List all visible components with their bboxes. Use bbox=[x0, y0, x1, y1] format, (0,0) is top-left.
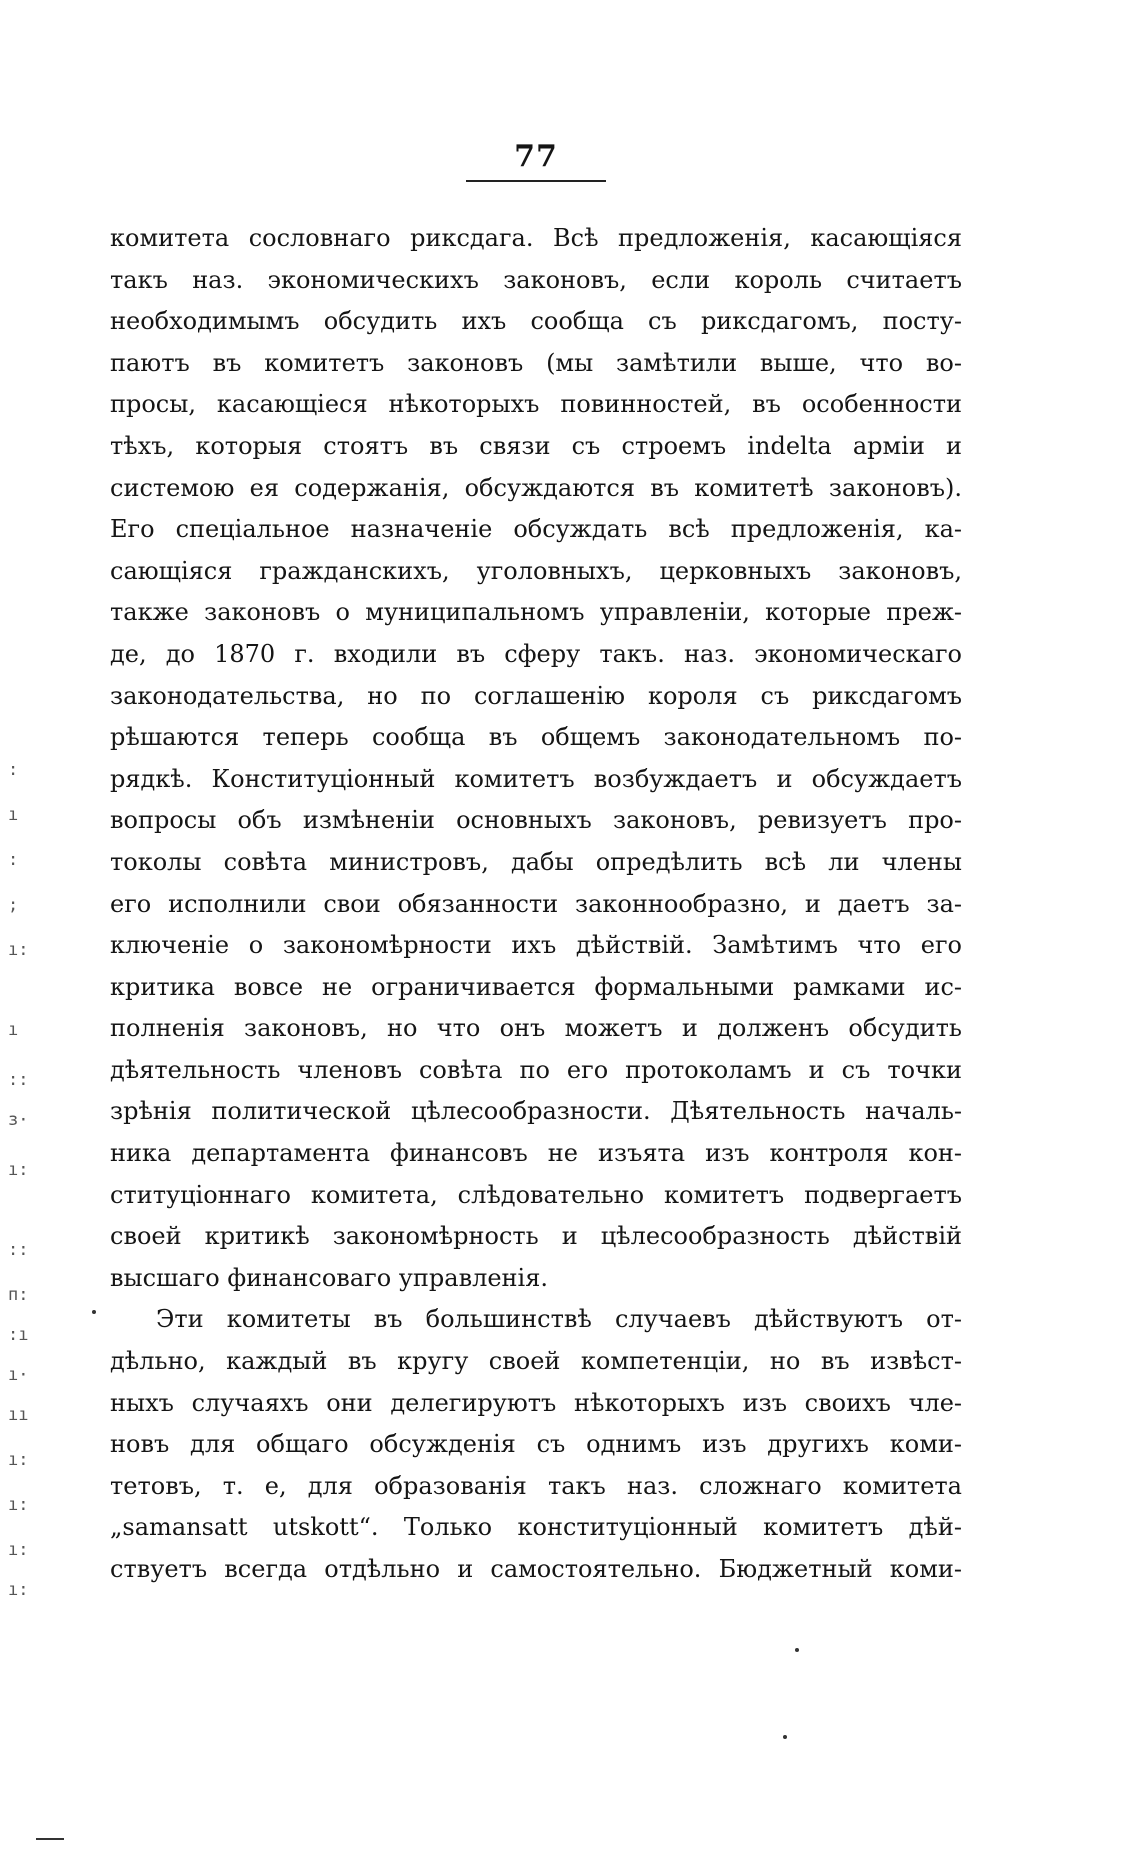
text-line: такъ наз. экономическихъ законовъ, если король считаетъ bbox=[110, 265, 962, 294]
paper-speck bbox=[92, 1310, 96, 1314]
bleed-mark: : bbox=[8, 760, 19, 780]
bleed-mark: ı bbox=[8, 1020, 19, 1040]
bleed-mark: з· bbox=[8, 1110, 29, 1130]
body-text bbox=[110, 218, 962, 1591]
text-line: рѣшаются теперь сообща въ общемъ законодательномъ по- bbox=[110, 723, 962, 752]
text-line: тетовъ, т. е, для образованія такъ наз. сложнаго комитета bbox=[110, 1471, 962, 1500]
bleed-mark: ı: bbox=[8, 1495, 29, 1515]
bleed-mark: ı· bbox=[8, 1365, 29, 1385]
text-line: тѣхъ, которыя стоятъ въ связи съ строемъ indelta арміи и bbox=[110, 431, 962, 460]
text-line: ствуетъ всегда отдѣльно и самостоятельно. Бюджетный коми- bbox=[110, 1555, 962, 1583]
bleed-mark: :: bbox=[8, 1070, 29, 1090]
text-line: ника департамента финансовъ не изъята изъ контроля кон- bbox=[110, 1139, 962, 1168]
text-line: ныхъ случаяхъ они делегируютъ нѣкоторыхъ изъ своихъ чле- bbox=[110, 1388, 962, 1417]
text-line: своей критикѣ закономѣрность и цѣлесообразность дѣйствій bbox=[110, 1222, 962, 1251]
text-line: рядкѣ. Конституціонный комитетъ возбуждаетъ и обсуждаетъ bbox=[110, 764, 962, 793]
text-line: новъ для общаго обсужденія съ однимъ изъ другихъ коми- bbox=[110, 1430, 962, 1459]
text-line: законодательства, но по соглашенію короля съ риксдагомъ bbox=[110, 681, 962, 710]
bleed-mark: :ı bbox=[8, 1325, 29, 1345]
bleed-mark: :: bbox=[8, 1240, 29, 1260]
bleed-mark: п: bbox=[8, 1285, 29, 1305]
text-line: полненія законовъ, но что онъ можетъ и долженъ обсудить bbox=[110, 1014, 962, 1043]
page-number: 77 bbox=[514, 139, 558, 174]
bleed-mark: : bbox=[8, 850, 19, 870]
bleed-mark: ı: bbox=[8, 1160, 29, 1180]
text-line: ституціоннаго комитета, слѣдовательно комитетъ подвергаетъ bbox=[110, 1180, 962, 1209]
text-line: зрѣнія политической цѣлесообразности. Дѣятельность началь- bbox=[110, 1097, 962, 1126]
bleed-mark: ; bbox=[8, 895, 19, 915]
bleed-mark: ı: bbox=[8, 940, 29, 960]
text-line: комитета сословнаго риксдага. Всѣ предложенія, касающіяся bbox=[110, 224, 962, 252]
text-line: ключеніе о закономѣрности ихъ дѣйствій. Замѣтимъ что его bbox=[110, 931, 962, 960]
text-line: необходимымъ обсудить ихъ сообща съ риксдагомъ, посту- bbox=[110, 307, 962, 336]
binding-edge-bleed bbox=[0, 0, 60, 1866]
text-line: де, до 1870 г. входили въ сферу такъ. наз. экономическаго bbox=[110, 639, 962, 668]
bleed-mark: ı: bbox=[8, 1580, 29, 1600]
text-line: „samansatt utskott“. Только конституціонный комитетъ дѣй- bbox=[110, 1513, 962, 1542]
bleed-mark: ıı bbox=[8, 1405, 29, 1425]
text-line: дѣльно, каждый въ кругу своей компетенціи, но въ извѣст- bbox=[110, 1347, 962, 1376]
bleed-mark: ı: bbox=[8, 1540, 29, 1560]
text-line: системою ея содержанія, обсуждаются въ комитетѣ законовъ). bbox=[110, 473, 962, 502]
text-line: просы, касающіеся нѣкоторыхъ повинностей, въ особенности bbox=[110, 390, 962, 419]
header-rule bbox=[466, 180, 606, 182]
paper-speck bbox=[783, 1735, 787, 1739]
text-line: токолы совѣта министровъ, дабы опредѣлить всѣ ли члены bbox=[110, 847, 962, 876]
paragraph-end-line: высшаго финансоваго управленія. bbox=[110, 1263, 548, 1292]
bottom-edge-mark bbox=[36, 1838, 64, 1840]
bleed-mark: ı bbox=[8, 805, 19, 825]
text-line: его исполнили свои обязанности законнообразно, и даетъ за- bbox=[110, 889, 962, 918]
text-line: Его спеціальное назначеніе обсуждать всѣ предложенія, ка- bbox=[110, 515, 962, 544]
text-line: вопросы объ измѣненіи основныхъ законовъ, ревизуетъ про- bbox=[110, 806, 962, 835]
text-line: также законовъ о муниципальномъ управленіи, которые преж- bbox=[110, 598, 962, 627]
bleed-mark: ı: bbox=[8, 1450, 29, 1470]
paper-speck bbox=[795, 1648, 799, 1652]
text-line: сающіяся гражданскихъ, уголовныхъ, церковныхъ законовъ, bbox=[110, 556, 962, 585]
text-line: паютъ въ комитетъ законовъ (мы замѣтили выше, что во- bbox=[110, 348, 962, 377]
text-line: дѣятельность членовъ совѣта по его протоколамъ и съ точки bbox=[110, 1055, 962, 1084]
paragraph-start-line: Эти комитеты въ большинствѣ случаевъ дѣйствуютъ от- bbox=[156, 1305, 962, 1334]
text-line: критика вовсе не ограничивается формальными рамками ис- bbox=[110, 972, 962, 1001]
